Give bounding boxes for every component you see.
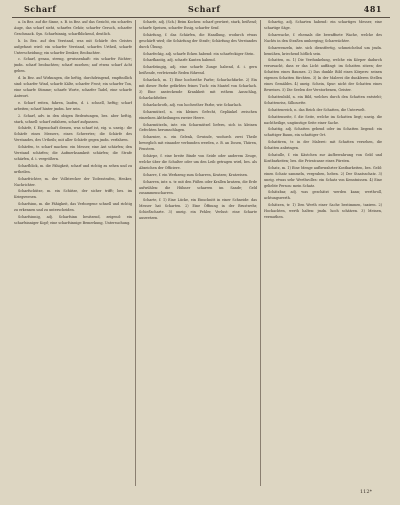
entry-paragraph: a. In Bez. auf die Sinne, z. B. in Bez. auf das Gesicht, ein scharfes Auge, das scharf sieht, scharfes Gehör, scharfer Geruch, scharfer Geschmack. Syn. Scharfsinnig, scharfblickend, deutlich.: [14, 20, 132, 36]
entry-paragraph: Scharlach, m. 1) Eine hochrothe Farbe; Scharlachfarbe. 2) Ein mit dieser Farbe gefärbtes feines Tuch: ein Mantel von Scharlach. 3) Eine ansteckende Krankheit mit rothem Ausschlag, Scharlachfieber.: [139, 78, 257, 100]
entry-paragraph: Schattenreich, n. das Reich der Schatten, die Unterwelt.: [268, 107, 366, 112]
entry-paragraph: d. In Bez. auf Wirkungen, die heftig, durchdringend, empfindlich sind: scharfer Wind, scharfe Kälte, scharfer Frost; ein scharfer Ton, eine scharfe Stimme; scharfe Worte, scharfer Tadel, eine scharfe Antwort.: [14, 76, 132, 98]
entry-paragraph: Schatz, m. 1) Eine Menge aufbewahrter Kostbarkeiten, bes. Geld: einen Schatz sammeln, vergraben, heben. 2) Der Staatsschatz. 3) uneig. etwas sehr Werthvolles: ein Schatz von Kenntnissen. 4) Eine geliebte Person: mein Schatz.: [264, 165, 382, 188]
entry-paragraph: Scharnier, n. ein Gelenk, Gewinde, wodurch zwei Theile beweglich mit einander verbunden werden, z. B. an Dosen, Thüren, Fenstern.: [139, 135, 257, 152]
entry-paragraph: e. Scharf reiten, fahren, laufen, d. i. schnell, heftig; scharf arbeiten; scharf hinter jmdm. her sein.: [14, 100, 132, 111]
header-rule: [12, 17, 390, 18]
entry-paragraph: Scharfeckig, adj. scharfe Ecken habend: ein scharfeckiger Stein.: [143, 51, 255, 56]
entry-paragraph: Schärfung, f. das Schärfen, die Handlung, wodurch etwas geschärft wird; die Schärfung der Strafe; Schärfung des Verstandes durch Übung.: [139, 32, 257, 49]
text-column-2: [139, 20, 257, 488]
entry-paragraph: Schätzen, tr. 1) Den Werth einer Sache bestimmen, taxiren. 2) Hochachten, werth halten: jmdn. hoch schätzen. 3) Meinen, vermuthen.: [264, 203, 382, 220]
entry-paragraph: b. In Bez. auf den Verstand, was mit Schärfe des Geistes aufgefasst wird: ein scharfer Verstand, scharfes Urtheil, scharfe Unterscheidung; ein scharfer Denker, Beobachter.: [14, 38, 132, 55]
entry-paragraph: 2. Scharf, adv. in den obigen Bedeutungen, bes. aber heftig, stark, schnell: scharf zufahren, scharf aufpassen.: [14, 113, 132, 124]
text-column-1: [14, 20, 132, 488]
entry-paragraph: Scharmützeln, intr. ein Scharmützel liefern, sich in kleinen Gefechten herumschlagen.: [139, 122, 257, 133]
entry-paragraph: Schatten, m. 1) Die Verdunkelung, welche ein Körper dadurch verursacht, dass er das Licht auffängt: im Schatten sitzen; der Schatten eines Baumes. 2) Das dunkle Bild eines Körpers: seinen eigenen Schatten fürchten. 3) In der Malerei die dunkleren Stellen eines Gemäldes. 4) uneig. Schein, Spur: nicht der Schatten eines Beweises. 5) Die Seelen der Verstorbenen, Geister.: [264, 58, 382, 92]
running-header: [10, 4, 390, 16]
entry-paragraph: Schartig, adj. Scharten habend: ein schartiges Messer, eine schartige Säge.: [264, 20, 382, 30]
sheet-signature: 112*: [359, 489, 372, 495]
column-divider: [135, 20, 136, 486]
entry-paragraph: Schattenseite, f. die Seite, welche im Schatten liegt; uneig. die nachtheilige, ungünstige Seite einer Sache.: [264, 114, 382, 125]
entry-paragraph: Scharfzüngig, adj. eine scharfe Zunge habend, d. i. gern beißende, verletzende Reden führend.: [139, 65, 257, 76]
entry-paragraph: Scharfschütze, m. ein Schütze, der sicher trifft; bes. im Kriegswesen.: [14, 189, 132, 200]
entry-paragraph: c. Scharf, genau, streng, gewissenhaft: ein scharfer Richter; jmdn. scharf beobachten; scharf zusehen; auf etwas scharf Acht geben.: [14, 57, 132, 74]
entry-paragraph: Schärfe, f. Eigenschaft dessen, was scharf ist, eig. u. uneig.: die Schärfe eines Messers, eines Schwertes; die Schärfe des Verstandes, des Urtheils; mit aller Schärfe gegen jmdn. verfahren.: [14, 126, 132, 143]
entry-paragraph: Scharte, f. 1) Eine Lücke, ein Einschnitt in einer Schneide: das Messer hat Scharten. 2) Eine Öffnung in der Brustwehr, Schießscharte. 3) uneig. ein Fehler, Verlust: eine Scharte auswetzen.: [139, 198, 257, 221]
entry-paragraph: Scharfrichter, m. der Vollstrecker der Todesstrafen, Henker, Nachrichter.: [14, 176, 132, 187]
entry-paragraph: Scharfsinn, m. die Fähigkeit, das Verborgene schnell und richtig zu erkennen und zu unterscheiden.: [14, 202, 132, 213]
entry-paragraph: Scharwenzeln, intr. sich dienstfertig, schmeichelnd um jmdn. bemühen, kriechend höflich sein.: [264, 45, 382, 56]
column-divider: [260, 20, 261, 486]
header-middle-keyword: Scharf: [188, 4, 221, 14]
entry-paragraph: Schatulle, f. ein Kästchen zur Aufbewahrung von Geld und Kostbarkeiten; bes. die Privatcasse eines Fürsten.: [264, 153, 382, 163]
entry-paragraph: Scharfkantig, adj. scharfe Kanten habend.: [143, 58, 216, 63]
entry-paragraph: Schattenbild, n. ein Bild, welches durch den Schatten entsteht; Schattenriss, Silhouette.: [264, 94, 382, 105]
entry-paragraph: Scharlachroth, adj. von hochrother Farbe, wie Scharlach.: [143, 102, 242, 107]
entry-paragraph: Scharmützel, n. ein kleines Gefecht, Geplänkel zwischen einzelnen Abtheilungen zweier Heere.: [139, 109, 257, 120]
page-number: 481: [363, 4, 382, 14]
entry-paragraph: Scharwache, f. ehemals die bewaffnete Wache, welche des Nachts in den Straßen umherging; Scharwächter.: [264, 32, 382, 43]
entry-paragraph: Scharre, f. ein Werkzeug zum Scharren, Kratzen; Kratzeisen.: [143, 172, 249, 177]
entry-paragraph: Schattiren, tr. in der Malerei: mit Schatten versehen, die Schatten anbringen.: [264, 140, 382, 151]
entry-paragraph: Schärfen, tr. scharf machen: ein Messer, eine Axt schärfen; den Verstand schärfen; die Aufmerksamkeit schärfen; die Strafe schärfen, d. i. vergrößern.: [14, 145, 132, 161]
entry-paragraph: Schätzbar, adj. was geschätzt werden kann; werthvoll, achtungswerth.: [264, 190, 382, 201]
entry-paragraph: Scharfsinnig, adj. Scharfsinn besitzend, zeigend: ein scharfsinniger Kopf; eine scharfsinnige Bemerkung, Untersuchung.: [14, 215, 132, 225]
entry-paragraph: Schattig, adj. Schatten gebend oder im Schatten liegend: ein schattiger Baum, ein schattiger Ort.: [264, 127, 382, 138]
entry-paragraph: Schärpe, f. eine breite Binde von Seide oder anderem Zeuge, welche über die Schulter oder um den Leib getragen wird, bes. als Abzeichen der Officiere.: [139, 154, 257, 170]
entry-paragraph: Scharfblick, m. die Fähigkeit, scharf und richtig zu sehen und zu urtheilen.: [14, 163, 132, 174]
entry-paragraph: Scharren, intr. u. tr. mit den Füßen oder Krallen kratzen, die Erde aufwühlen: die Hühner scharren im Sande; Geld zusammenscharren.: [139, 179, 257, 196]
text-column-3: [264, 20, 382, 488]
entry-paragraph: Scharfe, adj. (Sch.) Beim Kochen: scharf gewürzt, stark, beißend; scharfe Speisen, scharfer Essig, scharfer Senf.: [139, 20, 257, 30]
header-left-keyword: Scharf: [24, 4, 57, 14]
